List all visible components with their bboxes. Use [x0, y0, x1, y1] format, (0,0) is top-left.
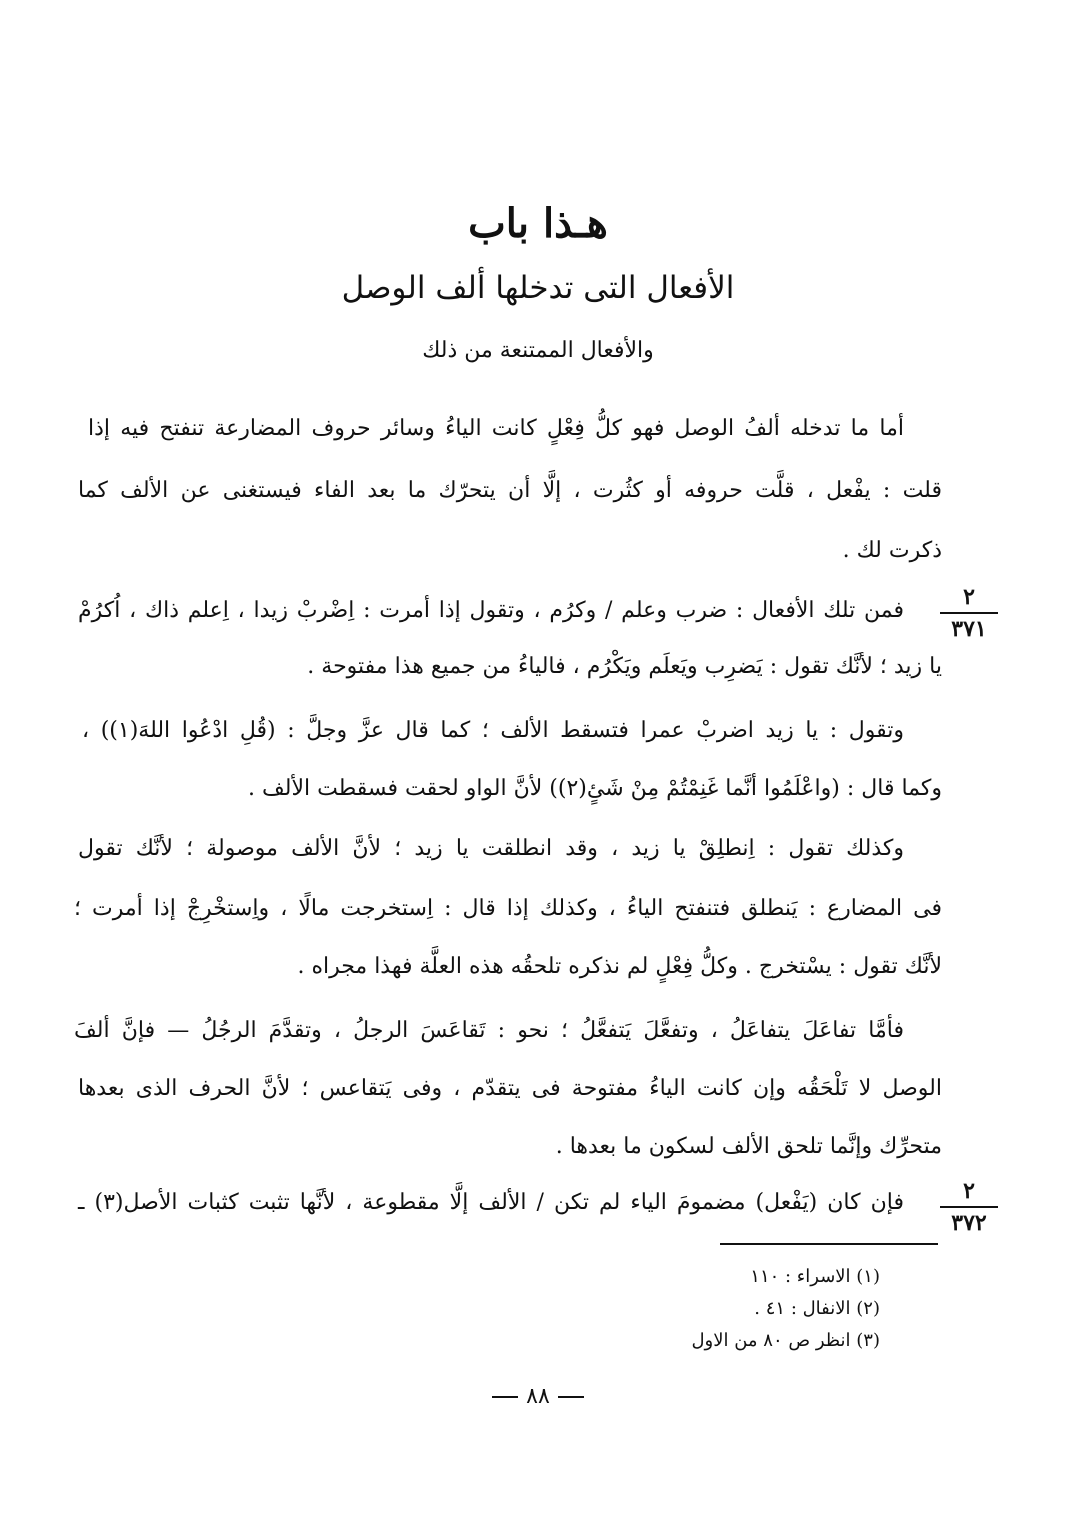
page-number — [0, 1384, 1076, 1409]
text-line: يا زيد ؛ لأنَّك تقول : يَضرِب ويَعلَم ويَكْرُم ، فالياءُ من جميع هذا مفتوحة . — [307, 654, 942, 679]
chapter-subtitle: الأفعال التى تدخلها ألف الوصل — [341, 270, 735, 306]
text-line: الوصل لا تَلْحَقُه وإن كانت الياءُ مفتوحة فى يتقدّم ، وفى يَتقاعس ؛ لأنَّ الحرف الذى بعدها — [78, 1076, 942, 1101]
text-line: فأمَّا تفاعَلَ يتفاعَلُ ، وتفعَّلَ يَتفعَّلُ ؛ نحو : تَقاعَسَ الرجلُ ، وتقدَّمَ الرجُلُ — فإنَّ ألفَ — [74, 1018, 904, 1043]
margin-volume: ٢ — [963, 1178, 975, 1204]
text-line: فى المضارع : يَنطلق فتنفتح الياءُ ، وكذلك إذا قال : اِستخرجت مالًا ، واِستخْرِجْ إذا أمرت ؛ — [74, 896, 942, 921]
text-line: لأنَّك تقول : يسْتخرج . وكلُّ فِعْلٍ لم نذكره تلحقُه هذه العلَّة فهذا مجراه . — [297, 954, 942, 979]
page-number-dash — [558, 1396, 584, 1398]
text-line: وكما قال : (واعْلَمُوا أنَّما غَنِمْتُمْ مِنْ شَئٍ(٢)) لأنَّ الواو لحقت فسقطت الألف . — [248, 776, 942, 801]
text-line: أما ما تدخله ألفُ الوصل فهو كلُّ فِعْلٍ كانت الياءُ وسائر حروف المضارعة تنفتح فيه إذا — [88, 416, 904, 441]
margin-reference — [934, 1178, 1004, 1236]
margin-divider — [940, 612, 998, 614]
margin-volume: ٢ — [963, 584, 975, 610]
text-line: متحرِّك وإنَّما تلحق الألف لسكون ما بعدها . — [555, 1134, 942, 1159]
margin-reference — [934, 584, 1004, 642]
text-line: فمن تلك الأفعال : ضرب وعلم / وكرُم ، وتقول إذا أمرت : اِضْربْ زيدا ، اِعلم ذاك ، اُكرُمْ — [78, 598, 904, 623]
margin-page: ٣٧٢ — [951, 1210, 987, 1236]
text-line: قلت : يفْعل ، قلَّت حروفه أو كثُرت ، إلَّا أن يتحرّك ما بعد الفاء فيستغنى عن الألف كما — [78, 478, 942, 503]
chapter-subsubtitle: والأفعال الممتنعة من ذلك — [422, 338, 654, 363]
margin-divider — [940, 1206, 998, 1208]
text-line: فإن كان (يَفْعل) مضمومَ الياء لم تكن / الألف إلَّا مقطوعة ، لأنَّها تثبت كثبات الأصل(٣) ـ — [78, 1190, 904, 1215]
text-line: وتقول : يا زيد اضربْ عمرا فتسقط الألف ؛ كما قال عزَّ وجلَّ : (قُلِ ادْعُوا اللهَ(١)) ، — [82, 718, 904, 743]
text-line: ذكرت لك . — [842, 538, 942, 563]
footnote-separator — [720, 1243, 938, 1245]
page-number-value: ٨٨ — [526, 1384, 550, 1409]
footnote: (٢) الانفال : ٤١ . — [754, 1298, 880, 1319]
chapter-title: هـذا باب — [468, 200, 608, 247]
footnote: (٣) انظر ص ٨٠ من الاول — [691, 1330, 880, 1351]
text-line: وكذلك تقول : اِنطلِقْ يا زيد ، وقد انطلقت يا زيد ؛ لأنَّ الألف موصولة ؛ لأنَّك تقول — [78, 836, 905, 861]
footnote: (١) الاسراء : ١١٠ — [750, 1266, 880, 1287]
page-number-dash — [492, 1396, 518, 1398]
margin-page: ٣٧١ — [951, 616, 987, 642]
